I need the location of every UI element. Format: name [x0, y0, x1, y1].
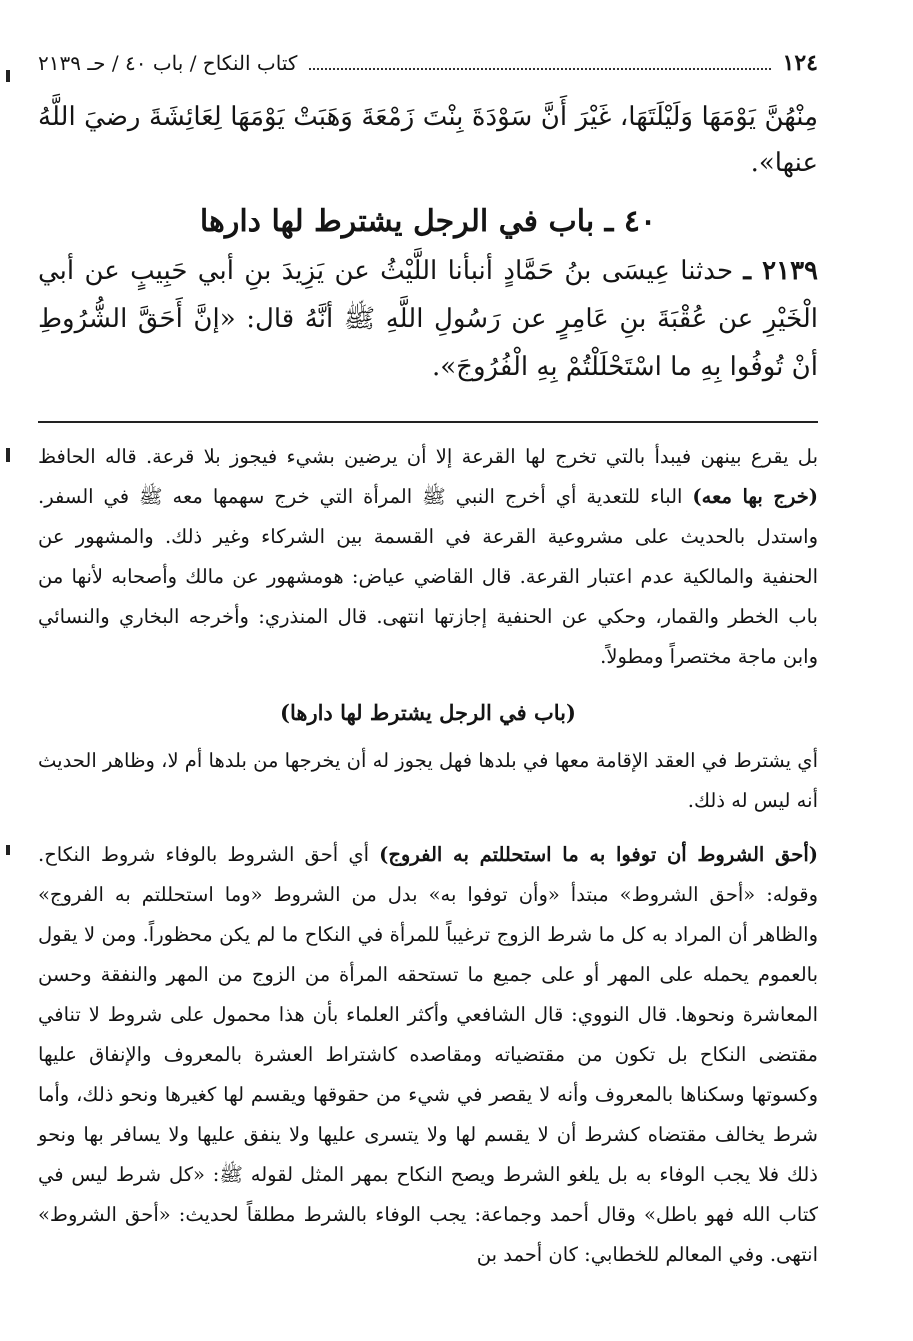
- page-number: ١٢٤: [782, 50, 818, 76]
- page-header: [38, 50, 818, 80]
- binding-mark-lower: [6, 845, 10, 855]
- commentary-p1-lead: بل يقرع بينهن فيبدأ بالتي تخرج لها القرعة إلا أن يرضين بشيء فيجوز بلا قرعة. قاله الحافظ: [38, 445, 818, 468]
- commentary-subtitle: (باب في الرجل يشترط لها دارها): [280, 700, 576, 725]
- hadith-2139: [38, 247, 818, 391]
- hadith-number: ٢١٣٩ ـ: [743, 256, 819, 286]
- commentary-paragraph-3: [38, 835, 818, 1275]
- commentary-p1-rest: الباء للتعدية أي أخرج النبي ﷺ المرأة التي خرج سهمها معه ﷺ في السفر. واستدل بالحديث على مشروعية القرعة في القسمة بين الشركاء وغير ذلك. والمشهور عن الحنفية والمالكية عدم اعتبار القرعة. قال القاضي عياض: هومشهور عن مالك وأصحابه لأنها من باب الخطر والقمار، وحكي عن الحنفية إجازتها انتهى. قال المنذري: وأخرجه البخاري والنسائي وابن ماجة مختصراً ومطولاً.: [38, 485, 818, 668]
- commentary-p1-bold: (خرج بها معه): [692, 485, 818, 508]
- chapter-title: ٤٠ ـ باب في الرجل يشترط لها دارها: [199, 204, 657, 239]
- hadith-continuation: مِنْهُنَّ يَوْمَهَا وَلَيْلَتَهَا، غَيْرَ أَنَّ سَوْدَةَ بِنْتَ زَمْعَةَ وَهَبَتْ يَوْمَهَا لِعَائِشَةَ رضيَ اللَّهُ عنها».: [38, 102, 818, 178]
- binding-mark-top: [6, 70, 10, 82]
- header-dotted-leader: [309, 68, 770, 70]
- hadith-text: حدثنا عِيسَى بنُ حَمَّادٍ أنبأنا اللَّيْثُ عن يَزِيدَ بنِ أبي حَبِيبٍ عن أبي الْخَيْرِ عن عُقْبَةَ بنِ عَامِرٍ عن رَسُولِ اللَّهِ ﷺ أنَّهُ قال: «إنَّ أَحَقَّ الشُّرُوطِ أنْ تُوفُوا بِهِ ما اسْتَحْلَلْتُمْ بِهِ الْفُرُوجَ».: [38, 256, 818, 382]
- running-title: كتاب النكاح / باب ٤٠ / حـ ٢١٣٩: [38, 51, 298, 75]
- commentary-paragraph-2: أي يشترط في العقد الإقامة معها في بلدها فهل يجوز له أن يخرجها من بلدها أم لا، وظاهر الحديث أنه ليس له ذلك.: [38, 749, 818, 812]
- commentary: [38, 437, 818, 1275]
- binding-mark-middle: [6, 448, 10, 462]
- book-page: [38, 50, 818, 1275]
- commentary-p3-rest: أي أحق الشروط بالوفاء شروط النكاح. وقوله: «أحق الشروط» مبتدأ «وأن توفوا به» بدل من الشروط «وما استحللتم به الفروج» والظاهر أن المراد به كل ما شرط الزوج ترغيباً للمرأة في النكاح ما لم يكن محظوراً. ومن لا يقول بالعموم يحمله على المهر أو على جميع ما تستحقه المرأة من الزوج من المهر والنفقة وحسن المعاشرة ونحوها. قال النووي: قال الشافعي وأكثر العلماء بأن هذا محمول على شروط لا تنافي مقتضى النكاح بل تكون من مقتضياته ومقاصده كاشتراط العشرة بالمعروف والإنفاق عليها وكسوتها وسكناها بالمعروف وأنه لا يقصر في شيء من حقوقها ويقسم لها كغيرها ونحو ذلك، وأما شرط يخالف مقتضاه كشرط أن لا يقسم لها ولا يتسرى عليها ولا ينفق عليها ولا يسافر بها ونحو ذلك فلا يجب الوفاء به بل يلغو الشرط ويصح النكاح بمهر المثل لقوله ﷺ: «كل شرط ليس في كتاب الله فهو باطل» وقال أحمد وجماعة: يجب الوفاء بالشرط مطلقاً لحديث: «أحق الشروط» انتهى. وفي المعالم للخطابي: كان أحمد بن: [38, 843, 818, 1266]
- commentary-p3-bold: (أحق الشروط أن توفوا به ما استحللتم به الفروج): [379, 843, 818, 866]
- commentary-paragraph-1: [38, 437, 818, 677]
- footnote-separator: [38, 421, 818, 423]
